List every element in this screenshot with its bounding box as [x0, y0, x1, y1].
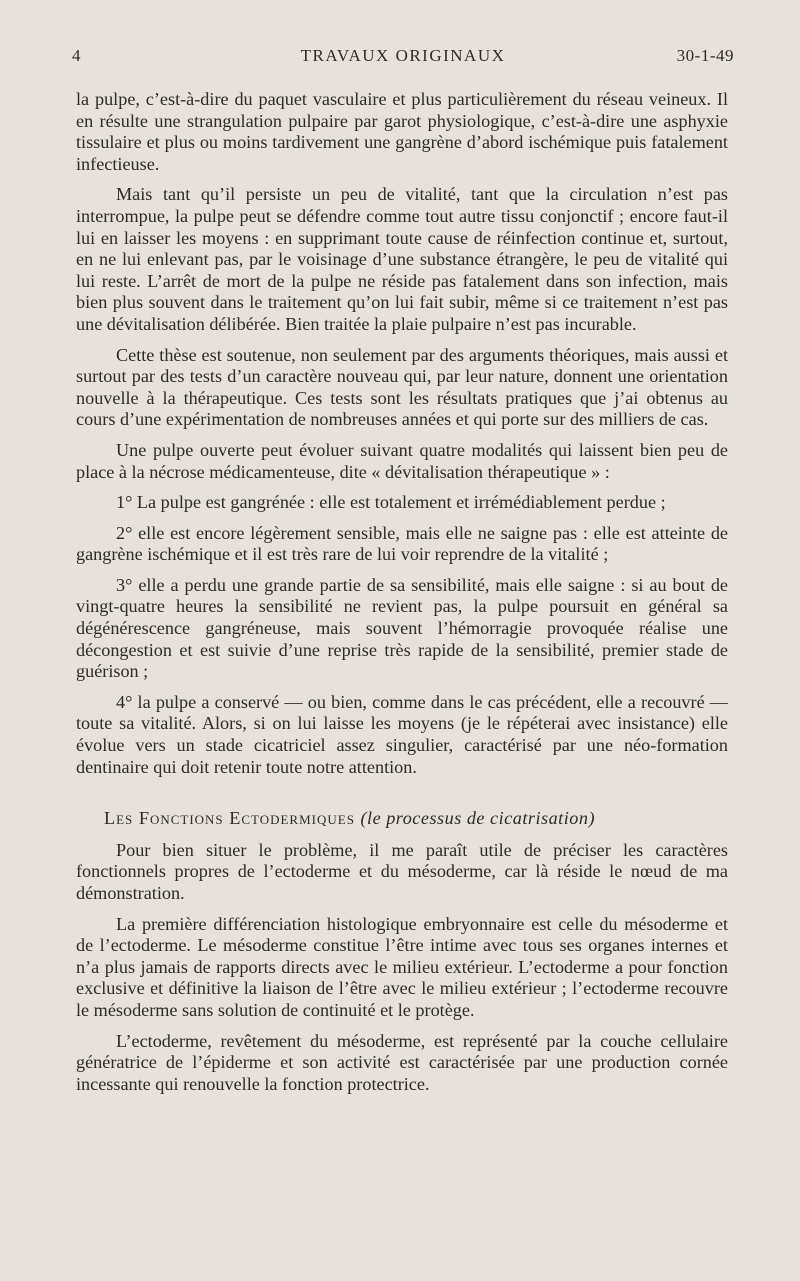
section-title: Les Fonctions Ectodermiques: [104, 808, 355, 829]
paragraph: Une pulpe ouverte peut évoluer suivant quatre modalités qui laissent bien peu de place à la nécrose médicamenteuse, dite « dévitalisation thérapeutique » :: [76, 439, 728, 482]
list-item: 4° la pulpe a conservé — ou bien, comme dans le cas précédent, elle a recouvré — toute sa vitalité. Alors, si on lui laisse les moyens (je le répéterai avec insistance) elle évolue vers un stade cicatriciel assez singulier, caractérisé par une néo-formation dentinaire qui doit retenir toute notre attention.: [76, 691, 728, 777]
body-text: [76, 89, 728, 1104]
running-header: [72, 46, 734, 72]
section-heading: [104, 808, 728, 830]
running-title: TRAVAUX ORIGINAUX: [300, 46, 506, 65]
page-number: 4: [72, 46, 81, 65]
paragraph: La première différenciation histologique embryonnaire est celle du mésoderme et de l’ectoderme. Le mésoderme constitue l’être intime avec tous ses organes internes et n’a plus jamais de rapports directs avec le milieu extérieur. L’ectoderme a pour fonction exclusive et définitive la liaison de l’être avec le milieu extérieur ; l’ectoderme recouvre le mésoderme sans solution de continuité et le protège.: [76, 913, 728, 1020]
section-subtitle: (le processus de cicatrisation): [360, 808, 596, 829]
list-item: 2° elle est encore légèrement sensible, mais elle ne saigne pas : elle est atteinte de gangrène ischémique et il est très rare de lui voir reprendre de la vitalité ;: [76, 522, 728, 565]
issue-date: 30-1-49: [676, 46, 734, 65]
paragraph: Mais tant qu’il persiste un peu de vitalité, tant que la circulation n’est pas interrompue, la pulpe peut se défendre comme tout autre tissu conjonctif ; encore faut-il lui en laisser les moyens : en supprimant toute cause de réinfection continue et, surtout, en ne lui enlevant pas, par le voisinage d’une substance étrangère, le peu de vitalité qui lui reste. L’arrêt de mort de la pulpe ne réside pas fatalement dans son infection, mais bien plus souvent dans le traitement qu’on lui fait subir, même si ce traitement n’est pas une dévitalisation délibérée. Bien traitée la plaie pulpaire n’est pas incurable.: [76, 184, 728, 334]
list-item: 1° La pulpe est gangrénée : elle est totalement et irrémédiablement perdue ;: [116, 492, 666, 513]
paragraph: Pour bien situer le problème, il me paraît utile de préciser les caractères fonctionnels propres de l’ectoderme et du mésoderme, car là réside le nœud de ma démonstration.: [76, 839, 728, 903]
paragraph: Cette thèse est soutenue, non seulement par des arguments théoriques, mais aussi et surtout par des tests d’un caractère nouveau qui, par leur nature, donnent une orientation nouvelle à la thérapeutique. Ces tests sont les résultats pratiques que j’ai obtenus au cours d’une expérimentation de nombreuses années et qui porte sur des milliers de cas.: [76, 344, 728, 430]
paragraph: L’ectoderme, revêtement du mésoderme, est représenté par la couche cellulaire génératrice de l’épiderme et son activité est caractérisée par une production cornée incessante qui renouvelle la fonction protectrice.: [76, 1030, 728, 1094]
paragraph: la pulpe, c’est-à-dire du paquet vasculaire et plus particulièrement du réseau veineux. Il en résulte une strangulation pulpaire par garot physiologique, c’est-à-dire une asphyxie tissulaire et plus ou moins tardivement une gangrène d’abord ischémique puis fatalement infectieuse.: [76, 89, 728, 174]
list-item: 3° elle a perdu une grande partie de sa sensibilité, mais elle saigne : si au bout de vingt-quatre heures la sensibilité ne revient pas, la pulpe poursuit en général sa dégénérescence gangréneuse, mais souvent l’hémorragie provoquée réalise une décongestion et est suivie d’une reprise très rapide de la sensibilité, premier stade de guérison ;: [76, 574, 728, 682]
